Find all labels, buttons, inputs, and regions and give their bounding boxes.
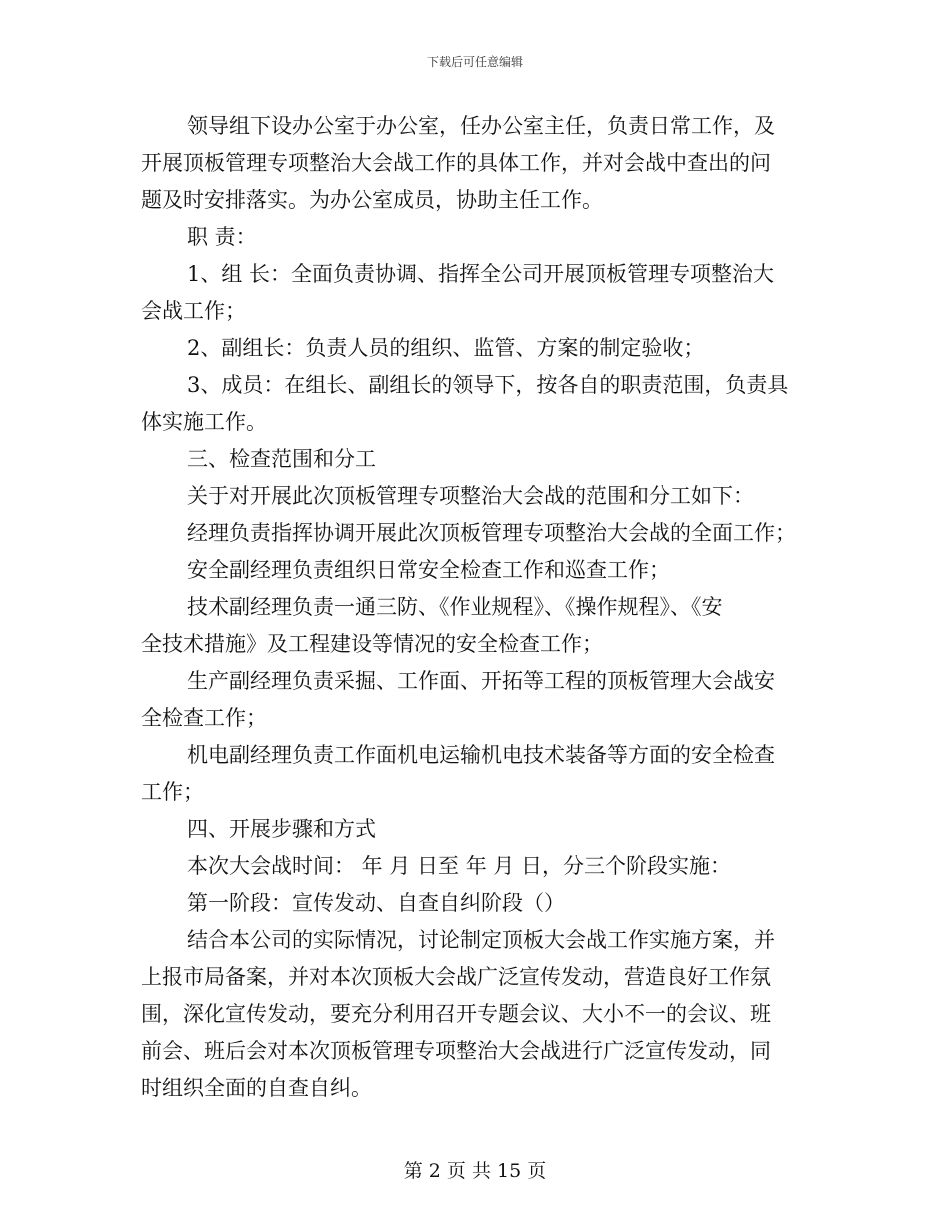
paragraph-line: 工作； [141,780,204,804]
paragraph [141,478,809,515]
paragraph [141,219,809,256]
paragraph [141,811,809,848]
paragraph-line: 关于对开展此次顶板管理专项整治大会战的范围和分工如下： [187,484,754,508]
paragraph-line: 时组织全面的自查自纠。 [141,1076,372,1100]
paragraph [141,552,809,589]
paragraph [141,848,809,885]
paragraph-line: 体实施工作。 [141,410,267,434]
paragraph-line: 前会、班后会对本次顶板管理专项整治大会战进行广泛宣传发动，同 [141,1039,771,1063]
paragraph-line: 机电副经理负责工作面机电运输机电技术装备等方面的安全检查 [187,743,775,767]
paragraph-line: 四、开展步骤和方式 [187,817,376,841]
paragraph [141,663,809,737]
paragraph [141,589,809,663]
paragraph [141,885,809,922]
paragraph [141,515,809,552]
paragraph-line: 经理负责指挥协调开展此次顶板管理专项整治大会战的全面工作； [187,521,796,545]
paragraph-line: 第一阶段：宣传发动、自查自纠阶段（） [187,891,565,915]
paragraph-line: 1、组 长：全面负责协调、指挥全公司开展顶板管理专项整治大 [187,262,775,286]
paragraph-line: 领导组下设办公室于办公室，任办公室主任，负责日常工作，及 [187,114,775,138]
document-body [141,108,809,1107]
page-header: 下载后可任意编辑 [426,55,523,69]
paragraph [141,330,809,367]
paragraph-line: 题及时安排落实。为办公室成员，协助主任工作。 [141,188,603,212]
paragraph-line: 3、成员：在组长、副组长的领导下，按各自的职责范围，负责具 [187,373,789,397]
paragraph-line: 技术副经理负责一通三防、《作业规程》、《操作规程》、《安 [187,595,723,619]
paragraph-line: 2、副组长：负责人员的组织、监管、方案的制定验收； [187,336,705,360]
paragraph [141,367,809,441]
paragraph-line: 围，深化宣传发动，要充分利用召开专题会议、大小不一的会议、班 [141,1002,771,1026]
paragraph [141,441,809,478]
paragraph-line: 安全副经理负责组织日常安全检查工作和巡查工作； [187,558,670,582]
paragraph-line: 生产副经理负责采掘、工作面、开拓等工程的顶板管理大会战安 [187,669,775,693]
paragraph [141,922,809,1107]
paragraph-line: 三、检查范围和分工 [187,447,376,471]
paragraph-line: 结合本公司的实际情况，讨论制定顶板大会战工作实施方案，并 [187,928,775,952]
paragraph [141,256,809,330]
paragraph-line: 全检查工作； [141,706,267,730]
paragraph-line: 上报市局备案，并对本次顶板大会战广泛宣传发动，营造良好工作氛 [141,965,771,989]
paragraph [141,108,809,219]
paragraph-line: 职 责： [187,225,257,249]
paragraph-line: 本次大会战时间： 年 月 日至 年 月 日，分三个阶段实施： [187,854,732,878]
paragraph-line: 全技术措施》及工程建设等情况的安全检查工作； [141,632,603,656]
paragraph-line: 开展顶板管理专项整治大会战工作的具体工作，并对会战中查出的问 [141,151,771,175]
paragraph [141,737,809,811]
paragraph-line: 会战工作； [141,299,246,323]
page-number: 第 2 页 共 15 页 [403,1160,547,1182]
